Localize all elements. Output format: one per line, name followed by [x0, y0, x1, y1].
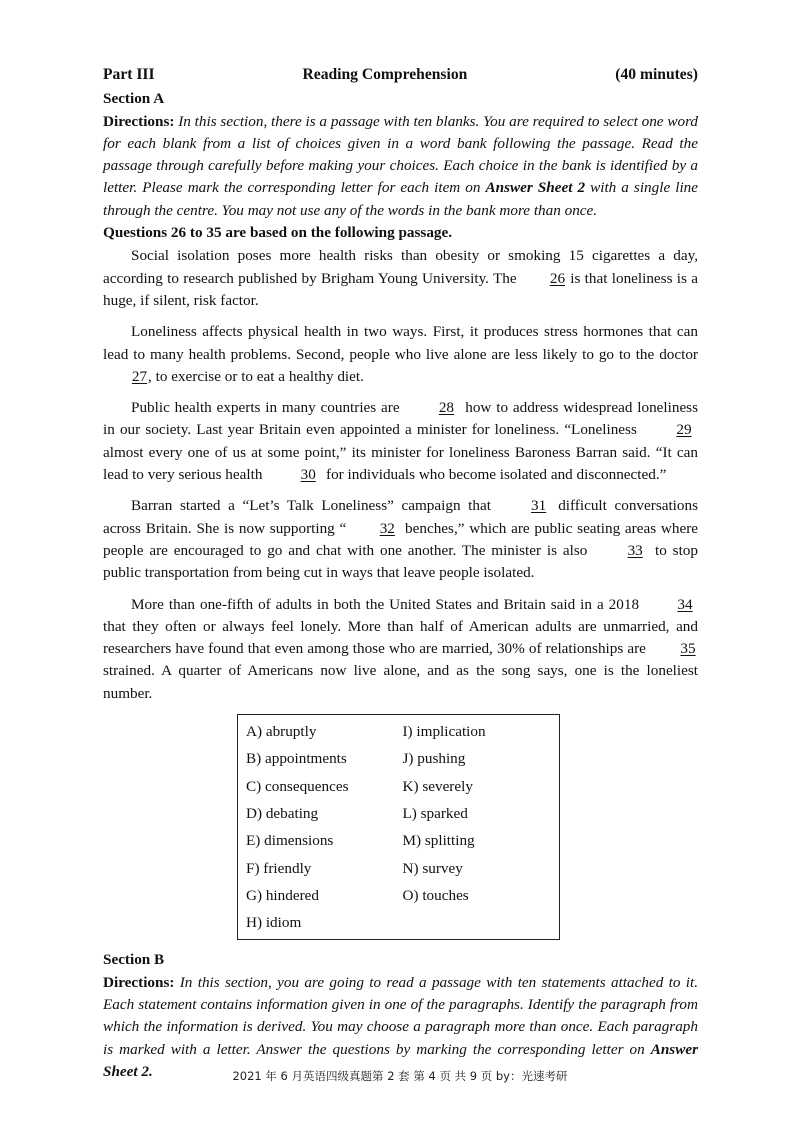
- word-bank: [237, 714, 560, 940]
- section-b-title: Section B: [103, 951, 165, 969]
- directions-label: Directions:: [103, 112, 175, 130]
- passage-paragraph-4: [103, 495, 698, 584]
- text-segment: to stop public transportation from being cut in ways that leave people isolated.: [103, 541, 698, 582]
- text-segment: benches,” which are public seating areas where people are encouraged to go and chat with one another. The minister is also: [103, 519, 698, 559]
- text-segment: More than one-fifth of adults in both the United States and Britain said in a 2018: [131, 595, 644, 613]
- exam-page: [103, 64, 698, 1083]
- text-segment: Loneliness affects physical health in two ways. First, it produces stress hormones that can lead to many health problems. Second, people who live alone are less likely to go to the doctor: [103, 323, 698, 363]
- blank-34: 34: [677, 595, 693, 613]
- section-a-directions: [103, 111, 698, 222]
- passage-paragraph-1: [103, 245, 698, 312]
- directions-label: Directions:: [103, 973, 175, 991]
- blank-33: 33: [627, 541, 643, 559]
- text-segment: how to address widespread loneliness in our society. Last year Britain even appointed a minister for loneliness. “Loneliness: [103, 399, 699, 439]
- blank-30: 30: [300, 466, 316, 484]
- word-bank-item: N) survey: [402, 859, 463, 877]
- blank-27: 27: [131, 367, 148, 385]
- passage-paragraph-3: [103, 397, 698, 486]
- word-bank-item: F) friendly: [246, 859, 312, 877]
- word-bank-item: E) dimensions: [246, 832, 334, 850]
- section-a-title: Section A: [103, 90, 165, 108]
- text-segment: strained. A quarter of Americans now live alone, and as the song says, one is the loneliest number.: [103, 662, 698, 702]
- word-bank-item: L) sparked: [402, 804, 468, 822]
- blank-31: 31: [530, 497, 547, 515]
- blank-26: 26: [549, 269, 566, 287]
- word-bank-item: B) appointments: [246, 750, 347, 768]
- word-bank-item: G) hindered: [246, 886, 319, 904]
- part-label: Part III: [103, 66, 155, 83]
- text-segment: Social isolation poses more health risks than obesity or smoking 15 cigarettes a day, according to research published by Brigham Young University. The: [103, 247, 698, 287]
- answer-sheet-ref: Answer Sheet 2.: [103, 1040, 698, 1080]
- blank-28: 28: [438, 399, 454, 417]
- section-b-directions: [103, 972, 698, 1083]
- blank-35: 35: [680, 640, 696, 658]
- passage-paragraph-2: [103, 321, 698, 388]
- text-segment: for individuals who become isolated and disconnected.”: [322, 466, 667, 484]
- word-bank-right-column: [403, 718, 560, 936]
- word-bank-item: K) severely: [402, 777, 473, 795]
- text-segment: Public health experts in many countries are: [131, 399, 405, 417]
- part-header: [103, 64, 698, 86]
- part-title: Reading Comprehension: [302, 66, 468, 83]
- directions-tail: with a single line through the centre. You may not use any of the words in the bank more than once.: [103, 179, 698, 219]
- word-bank-item: A) abruptly: [246, 723, 317, 741]
- time-limit: (40 minutes): [615, 66, 698, 83]
- directions-text: In this section, there is a passage with ten blanks. You are required to select one word for each blank from a list of choices given in a word bank following the passage. Read the passage through carefully before making your choices. Each choice in the bank is identified by a letter. Please mark the corresponding letter for each item on: [103, 112, 699, 197]
- passage-paragraph-5: [103, 594, 698, 705]
- text-segment: that they often or always feel lonely. More than half of American adults are unmarried, and researchers have found that even among those who are married, 30% of relationships are: [103, 617, 698, 658]
- questions-line: Questions 26 to 35 are based on the following passage.: [103, 224, 453, 242]
- text-segment: is that loneliness is a huge, if silent, risk factor.: [103, 269, 698, 309]
- page-footer: 2021 年 6 月英语四级真题第 2 套 第 4 页 共 9 页 by：光速考研: [232, 1069, 568, 1083]
- text-segment: , to exercise or to eat a healthy diet.: [148, 367, 364, 385]
- text-segment: difficult conversations across Britain. She is now supporting “: [103, 497, 699, 537]
- directions-text: In this section, you are going to read a passage with ten statements attached to it. Each statement contains information given in one of the paragraphs. Identify the paragraph from which the information is derived. You may choose a paragraph more than once. Each paragraph is marked with a letter. Answer the questions by marking the corresponding letter on: [103, 973, 698, 1058]
- answer-sheet-ref: Answer Sheet 2: [485, 179, 586, 197]
- text-segment: almost every one of us at some point,” its minister for loneliness Baroness Barran said. “It can lead to very serious health: [103, 443, 698, 484]
- word-bank-item: C) consequences: [246, 777, 349, 795]
- blank-32: 32: [379, 519, 395, 537]
- word-bank-left-column: [246, 718, 403, 936]
- word-bank-item: M) splitting: [402, 832, 475, 850]
- blank-29: 29: [676, 421, 692, 439]
- word-bank-item: I) implication: [402, 723, 486, 741]
- word-bank-item: J) pushing: [402, 750, 466, 768]
- word-bank-item: D) debating: [246, 804, 319, 822]
- word-bank-item: O) touches: [402, 886, 469, 904]
- text-segment: Barran started a “Let’s Talk Loneliness” campaign that: [131, 497, 499, 515]
- word-bank-item: H) idiom: [246, 914, 302, 932]
